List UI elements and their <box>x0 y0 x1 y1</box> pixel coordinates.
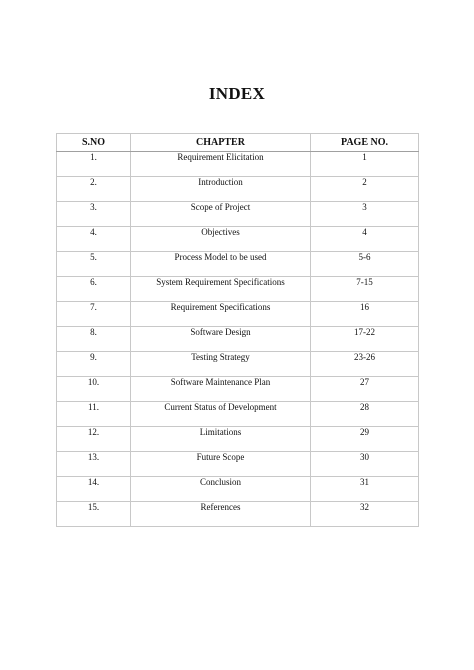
sno-cell: 15. <box>57 502 131 527</box>
sno-cell: 6. <box>57 277 131 302</box>
chapter-cell: Requirement Specifications <box>131 302 311 327</box>
table-body <box>57 152 419 527</box>
page-cell: 1 <box>311 152 419 177</box>
page-cell: 3 <box>311 202 419 227</box>
header-chapter: CHAPTER <box>131 134 311 152</box>
table-row <box>57 227 419 252</box>
page-cell: 16 <box>311 302 419 327</box>
chapter-cell: Process Model to be used <box>131 252 311 277</box>
page-cell: 28 <box>311 402 419 427</box>
page-cell: 29 <box>311 427 419 452</box>
sno-cell: 10. <box>57 377 131 402</box>
sno-cell: 7. <box>57 302 131 327</box>
chapter-cell: Scope of Project <box>131 202 311 227</box>
sno-cell: 5. <box>57 252 131 277</box>
chapter-cell: Future Scope <box>131 452 311 477</box>
sno-cell: 8. <box>57 327 131 352</box>
table-row <box>57 377 419 402</box>
sno-cell: 3. <box>57 202 131 227</box>
sno-cell: 2. <box>57 177 131 202</box>
chapter-cell: References <box>131 502 311 527</box>
page-cell: 30 <box>311 452 419 477</box>
chapter-cell: System Requirement Specifications <box>131 277 311 302</box>
page-cell: 31 <box>311 477 419 502</box>
table-row <box>57 452 419 477</box>
sno-cell: 13. <box>57 452 131 477</box>
page-cell: 5-6 <box>311 252 419 277</box>
table-header-row <box>57 134 419 152</box>
chapter-cell: Testing Strategy <box>131 352 311 377</box>
page-cell: 7-15 <box>311 277 419 302</box>
page-cell: 17-22 <box>311 327 419 352</box>
page-cell: 32 <box>311 502 419 527</box>
chapter-cell: Software Design <box>131 327 311 352</box>
chapter-cell: Current Status of Development <box>131 402 311 427</box>
table-row <box>57 327 419 352</box>
sno-cell: 12. <box>57 427 131 452</box>
page-cell: 4 <box>311 227 419 252</box>
table-row <box>57 277 419 302</box>
table-row <box>57 302 419 327</box>
page-cell: 2 <box>311 177 419 202</box>
chapter-cell: Software Maintenance Plan <box>131 377 311 402</box>
page-cell: 27 <box>311 377 419 402</box>
chapter-cell: Limitations <box>131 427 311 452</box>
table-row <box>57 177 419 202</box>
sno-cell: 14. <box>57 477 131 502</box>
table-row <box>57 427 419 452</box>
table-row <box>57 502 419 527</box>
sno-cell: 1. <box>57 152 131 177</box>
table-row <box>57 352 419 377</box>
sno-cell: 4. <box>57 227 131 252</box>
page-title: INDEX <box>208 84 266 103</box>
table-row <box>57 202 419 227</box>
sno-cell: 9. <box>57 352 131 377</box>
header-page-no: PAGE NO. <box>311 134 419 152</box>
table-row <box>57 477 419 502</box>
chapter-cell: Introduction <box>131 177 311 202</box>
sno-cell: 11. <box>57 402 131 427</box>
table-row <box>57 402 419 427</box>
table-row <box>57 252 419 277</box>
page-cell: 23-26 <box>311 352 419 377</box>
index-table <box>56 133 419 527</box>
header-sno: S.NO <box>57 134 131 152</box>
chapter-cell: Conclusion <box>131 477 311 502</box>
table-row <box>57 152 419 177</box>
chapter-cell: Requirement Elicitation <box>131 152 311 177</box>
chapter-cell: Objectives <box>131 227 311 252</box>
